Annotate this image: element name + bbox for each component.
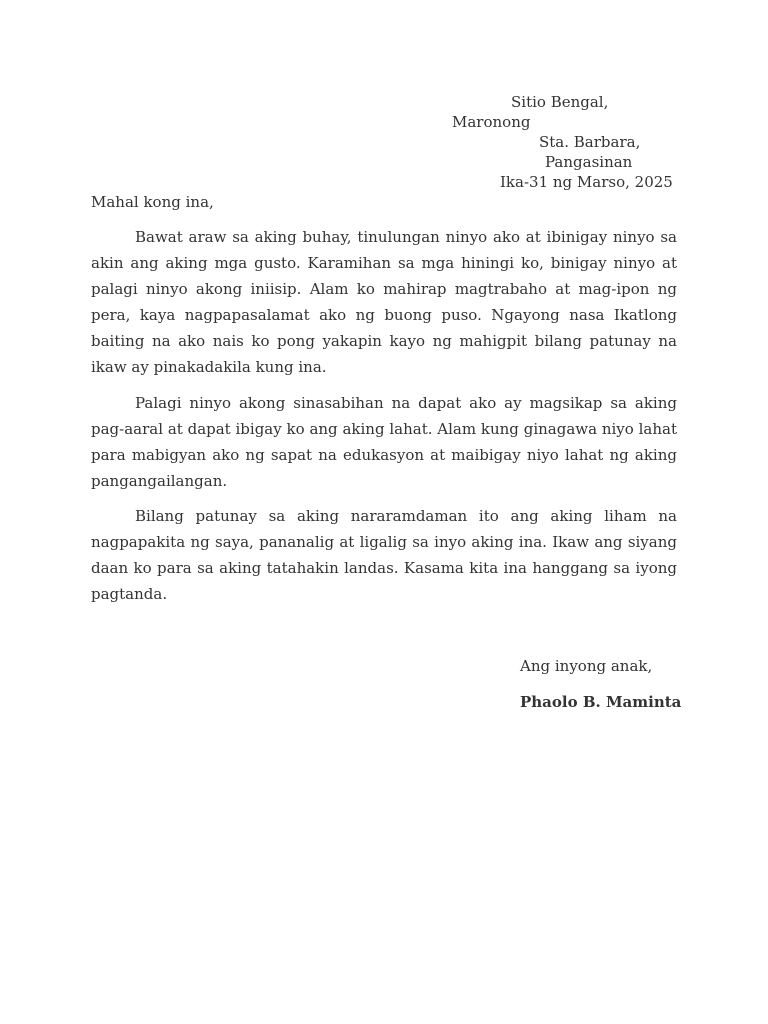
paragraph-text: Bawat araw sa aking buhay, tinulungan ninyo ako at ibinigay ninyo sa akin ang aking mga gusto. Karamihan sa mga hiningi ko, binigay ninyo at palagi ninyo akong iniisip. Alam ko mahirap magtrabaho at mag-ipon ng pera, kaya nagpapasalamat ako ng buong puso. Ngayong nasa Ikatlong baiting na ako nais ko pong yakapin kayo ng mahigpit bilang patunay na ikaw ay pinakadakila kung ina. — [91, 228, 677, 376]
address-line-3: Sta. Barbara, — [539, 133, 641, 151]
paragraph-text: Bilang patunay sa aking nararamdaman ito ang aking liham na nagpapakita ng saya, pananalig at ligalig sa inyo aking ina. Ikaw ang siyang daan ko para sa aking tatahakin landas. Kasama kita ina hanggang sa iyong pagtanda. — [91, 507, 677, 603]
signature-name: Phaolo B. Maminta — [520, 693, 682, 711]
letter-date: Ika-31 ng Marso, 2025 — [500, 173, 673, 191]
letter-body-paragraph-2 — [91, 390, 677, 494]
letter-body-paragraph-1 — [91, 224, 677, 380]
salutation: Mahal kong ina, — [91, 193, 214, 211]
paragraph-text: Palagi ninyo akong sinasabihan na dapat ako ay magsikap sa aking pag-aaral at dapat ibigay ko ang aking lahat. Alam kung ginagawa niyo lahat para mabigyan ako ng sapat na edukasyon at maibigay niyo lahat ng aking pangangailangan. — [91, 394, 677, 490]
address-line-2: Maronong — [452, 113, 531, 131]
letter-body-paragraph-3 — [91, 503, 677, 607]
address-line-1: Sitio Bengal, — [511, 93, 609, 111]
closing-line: Ang inyong anak, — [520, 657, 653, 675]
address-line-4: Pangasinan — [545, 153, 633, 171]
